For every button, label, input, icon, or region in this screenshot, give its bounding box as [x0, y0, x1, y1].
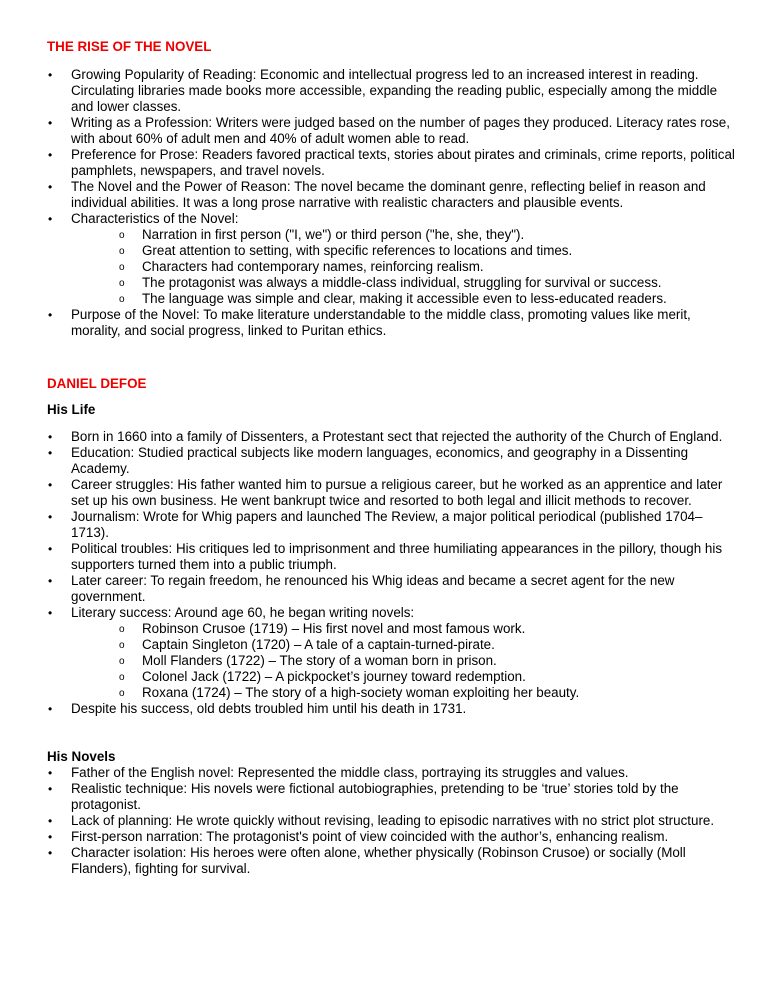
- list-item: • Purpose of the Novel: To make literature understandable to the middle class, promoting values like merit, morality, and social progress, linked to Puritan ethics.: [47, 307, 738, 339]
- sub-list-item: o Narration in first person ("I, we") or third person ("he, she, they").: [71, 227, 738, 243]
- list-item: • Growing Popularity of Reading: Economic and intellectual progress led to an increased interest in reading. Circulating libraries made books more accessible, expanding the reading public, especially among the middle and lower classes.: [47, 67, 738, 115]
- list-item: [47, 605, 738, 701]
- sub-list-item: o Robinson Crusoe (1719) – His first novel and most famous work.: [71, 621, 738, 637]
- list-item: • Despite his success, old debts troubled him until his death in 1731.: [47, 701, 738, 717]
- characteristics-sublist: [71, 227, 738, 307]
- section-title-daniel-defoe: DANIEL DEFOE: [47, 376, 147, 391]
- list-item-text: Characteristics of the Novel:: [71, 211, 239, 226]
- list-item: • Character isolation: His heroes were often alone, whether physically (Robinson Crusoe) or socially (Moll Flanders), fighting for survival.: [47, 845, 738, 877]
- list-item: • Political troubles: His critiques led to imprisonment and three humiliating appearances in the pillory, though his supporters turned them into a public triumph.: [47, 541, 738, 573]
- sub-list-item: o The protagonist was always a middle-class individual, struggling for survival or success.: [71, 275, 738, 291]
- novels-list: [47, 765, 738, 877]
- sub-list-item: o Roxana (1724) – The story of a high-society woman exploiting her beauty.: [71, 685, 738, 701]
- list-item: • Journalism: Wrote for Whig papers and launched The Review, a major political periodical (published 1704–1713).: [47, 509, 738, 541]
- list-item: • Realistic technique: His novels were fictional autobiographies, pretending to be ‘true’ stories told by the protagonist.: [47, 781, 738, 813]
- list-item: • Lack of planning: He wrote quickly without revising, leading to episodic narratives with no strict plot structure.: [47, 813, 738, 829]
- subheading-his-novels: His Novels: [47, 749, 116, 764]
- life-list: [47, 429, 738, 717]
- rise-list: [47, 67, 738, 339]
- list-item: • The Novel and the Power of Reason: The novel became the dominant genre, reflecting belief in reason and individual abilities. It was a long prose narrative with realistic characters and plausible events.: [47, 179, 738, 211]
- list-item: • Education: Studied practical subjects like modern languages, economics, and geography in a Dissenting Academy.: [47, 445, 738, 477]
- sub-list-item: o The language was simple and clear, making it accessible even to less-educated readers.: [71, 291, 738, 307]
- section-title-rise-of-novel: THE RISE OF THE NOVEL: [47, 39, 212, 54]
- sub-list-item: o Great attention to setting, with specific references to locations and times.: [71, 243, 738, 259]
- list-item: • Preference for Prose: Readers favored practical texts, stories about pirates and criminals, crime reports, political pamphlets, newspapers, and travel novels.: [47, 147, 738, 179]
- list-item: • First-person narration: The protagonist's point of view coincided with the author’s, enhancing realism.: [47, 829, 738, 845]
- list-item: • Career struggles: His father wanted him to pursue a religious career, but he worked as an apprentice and later set up his own business. He went bankrupt twice and resorted to both legal and illicit methods to recover.: [47, 477, 738, 509]
- list-item-text: Literary success: Around age 60, he began writing novels:: [71, 605, 415, 620]
- sub-list-item: o Characters had contemporary names, reinforcing realism.: [71, 259, 738, 275]
- list-item: • Father of the English novel: Represented the middle class, portraying its struggles and values.: [47, 765, 738, 781]
- sub-list-item: o Captain Singleton (1720) – A tale of a captain-turned-pirate.: [71, 637, 738, 653]
- works-sublist: [71, 621, 738, 701]
- list-item: [47, 211, 738, 307]
- sub-list-item: o Colonel Jack (1722) – A pickpocket’s journey toward redemption.: [71, 669, 738, 685]
- sub-list-item: o Moll Flanders (1722) – The story of a woman born in prison.: [71, 653, 738, 669]
- list-item: • Born in 1660 into a family of Dissenters, a Protestant sect that rejected the authority of the Church of England.: [47, 429, 738, 445]
- list-item: • Writing as a Profession: Writers were judged based on the number of pages they produced. Literacy rates rose, with about 60% of adult men and 40% of adult women able to read.: [47, 115, 738, 147]
- subheading-his-life: His Life: [47, 402, 96, 417]
- list-item: • Later career: To regain freedom, he renounced his Whig ideas and became a secret agent for the new government.: [47, 573, 738, 605]
